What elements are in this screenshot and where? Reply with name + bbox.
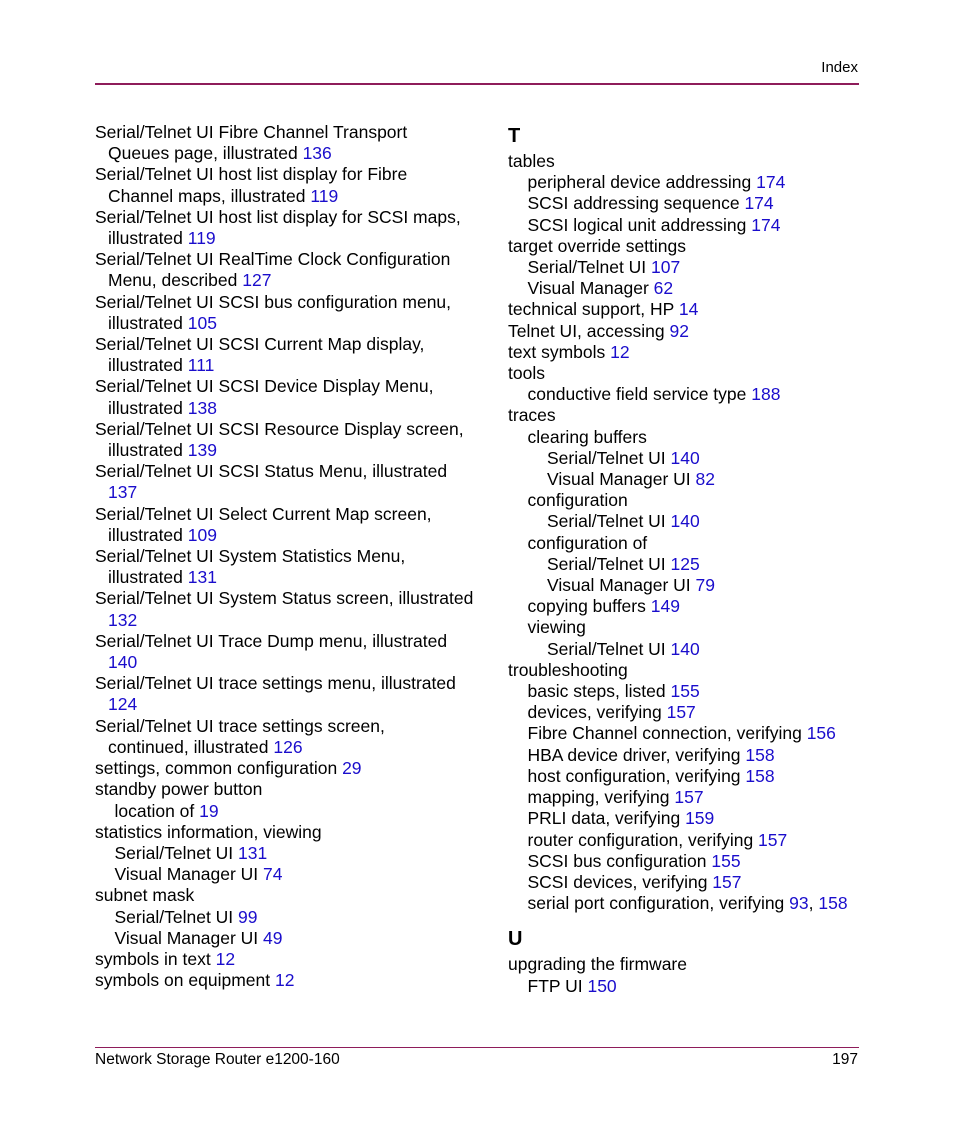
page-link[interactable]: 150	[587, 975, 617, 996]
page-link[interactable]: 138	[187, 397, 217, 418]
index-entry-text: Serial/Telnet UI System Status screen, illustrated	[95, 588, 474, 609]
index-entry-text: Serial/Telnet UI Fibre Channel Transport	[95, 122, 408, 142]
page-link[interactable]: 12	[274, 970, 295, 991]
index-entry-text: Visual Manager UI	[547, 575, 696, 596]
index-entry-text: Serial/Telnet UI	[547, 511, 671, 532]
index-entry-text: location of	[114, 800, 200, 821]
index-entry-text: illustrated	[108, 228, 188, 249]
index-entry-text: Serial/Telnet UI	[547, 553, 671, 574]
index-entry	[508, 172, 868, 193]
index-entry-text: copying buffers	[527, 596, 651, 617]
index-entry	[95, 376, 465, 397]
index-entry	[95, 461, 465, 482]
index-entry-text: illustrated	[108, 524, 188, 545]
index-entry-continuation	[95, 228, 465, 249]
index-entry-text: SCSI devices, verifying	[527, 871, 713, 892]
page-link[interactable]: 74	[263, 864, 283, 885]
page-link[interactable]: 111	[187, 355, 215, 376]
index-entry-text: configuration of	[527, 532, 648, 553]
index-entry	[508, 702, 868, 723]
index-entry	[95, 758, 465, 779]
index-entry-text: Serial/Telnet UI	[527, 257, 652, 278]
index-entry	[95, 843, 465, 864]
index-entry	[508, 299, 868, 320]
index-entry	[95, 949, 465, 970]
index-entry-continuation	[95, 652, 465, 673]
page-link[interactable]: 139	[187, 440, 217, 461]
footer-title: Network Storage Router e1200-160	[95, 1051, 340, 1068]
index-entry-text: Serial/Telnet UI host list display for Fibre	[95, 164, 408, 185]
page-link[interactable]: 140	[670, 447, 700, 468]
index-letter-heading: U	[508, 928, 523, 951]
index-entry-text: traces	[508, 405, 556, 426]
index-entry-continuation	[95, 737, 465, 758]
index-entry	[95, 292, 465, 313]
page-link[interactable]: 140	[670, 511, 700, 532]
index-entry-text: Telnet UI, accessing	[508, 320, 670, 341]
index-entry	[95, 249, 465, 270]
index-entry-text: Serial/Telnet UI	[547, 447, 671, 468]
index-entry	[95, 970, 465, 991]
page-link[interactable]: 174	[751, 214, 781, 235]
index-entry-text: Queues page, illustrated	[108, 143, 303, 164]
index-entry-text: FTP UI	[527, 975, 588, 996]
index-entry	[508, 554, 868, 575]
page-link[interactable]: 155	[670, 681, 700, 702]
index-entry-text: SCSI addressing sequence	[527, 193, 745, 214]
page-link[interactable]: 157	[758, 829, 788, 850]
index-entry-continuation	[95, 143, 465, 164]
index-entry-text: troubleshooting	[508, 659, 628, 680]
index-entry	[95, 588, 474, 609]
index-entry-text: PRLI data, verifying	[527, 808, 686, 829]
index-entry-text: continued, illustrated	[108, 736, 274, 757]
index-entry	[508, 575, 868, 596]
index-entry-text: serial port configuration, verifying	[527, 893, 790, 914]
page-link[interactable]: 137	[108, 482, 138, 503]
index-entry	[508, 893, 868, 914]
page-link[interactable]: 159	[685, 808, 715, 829]
index-entry-text: Serial/Telnet UI	[114, 906, 239, 927]
page-link[interactable]: 136	[302, 143, 332, 164]
page-link[interactable]: 126	[273, 736, 303, 757]
index-entry-text: illustrated	[108, 355, 188, 376]
index-entry-continuation	[95, 610, 465, 631]
page-separator: ,	[808, 893, 819, 914]
page-link[interactable]: 12	[215, 948, 236, 969]
index-entry	[508, 321, 868, 342]
index-entry	[508, 511, 868, 532]
index-entry-text: mapping, verifying	[527, 787, 675, 808]
index-entry-text: illustrated	[108, 567, 188, 588]
index-entry-text: standby power button	[95, 779, 263, 800]
index-entry	[95, 907, 465, 928]
index-entry-continuation	[95, 398, 465, 419]
index-entry-text: basic steps, listed	[527, 681, 671, 702]
index-entry-continuation	[95, 567, 465, 588]
index-entry	[508, 278, 868, 299]
index-entry-text: Visual Manager UI	[114, 864, 264, 885]
index-entry	[508, 151, 868, 172]
index-entry-text: illustrated	[108, 397, 188, 418]
index-entry-continuation	[95, 482, 465, 503]
index-entry	[508, 787, 868, 808]
index-entry	[95, 885, 465, 906]
index-entry-text: Serial/Telnet UI Trace Dump menu, illustrated	[95, 630, 448, 651]
page-link[interactable]: 174	[756, 172, 786, 193]
index-entry	[95, 207, 465, 228]
page-link[interactable]: 174	[744, 193, 774, 214]
index-entry	[508, 639, 868, 660]
index-entry	[508, 617, 868, 638]
index-entry-text: HBA device driver, verifying	[527, 744, 746, 765]
index-entry-text: Serial/Telnet UI	[547, 638, 671, 659]
index-entry-text: Serial/Telnet UI trace settings menu, illustrated	[95, 673, 456, 694]
index-entry-text: text symbols	[508, 341, 611, 362]
index-entry-text: Serial/Telnet UI SCSI Resource Display screen,	[95, 418, 464, 439]
page-link[interactable]: 99	[238, 906, 258, 927]
index-entry	[508, 469, 868, 490]
index-entry-text: configuration	[527, 490, 628, 511]
page-link[interactable]: 155	[711, 850, 741, 871]
page-link[interactable]: 62	[653, 278, 674, 299]
index-entry	[508, 236, 868, 257]
index-entry-text: SCSI bus configuration	[527, 850, 712, 871]
index-entry-text: illustrated	[108, 440, 188, 461]
index-entry-text: tables	[508, 151, 555, 171]
index-entry	[508, 808, 868, 829]
page-link[interactable]: 49	[263, 927, 283, 948]
page-link[interactable]: 156	[806, 723, 836, 744]
index-entry-text: symbols in text	[95, 948, 216, 969]
index-column-right	[508, 122, 868, 997]
index-entry	[508, 872, 868, 893]
index-entry	[508, 596, 868, 617]
index-entry-text: peripheral device addressing	[527, 172, 757, 193]
page-link[interactable]: 127	[242, 270, 272, 291]
index-entry	[95, 801, 465, 822]
index-entry	[508, 533, 868, 554]
index-column-left	[95, 122, 474, 991]
page-link[interactable]: 157	[674, 787, 704, 808]
index-entry	[508, 954, 868, 975]
footer-rule	[95, 1047, 859, 1048]
index-entry-text: Serial/Telnet UI trace settings screen,	[95, 715, 385, 736]
index-entry	[508, 342, 868, 363]
index-entry-continuation	[95, 694, 465, 715]
index-entry	[508, 215, 868, 236]
page-link[interactable]: 93	[789, 893, 809, 914]
index-entry-text: target override settings	[508, 235, 687, 256]
page-link[interactable]: 158	[745, 744, 775, 765]
index-entry	[95, 631, 465, 652]
page-link[interactable]: 149	[650, 596, 680, 617]
page-link[interactable]: 131	[187, 567, 217, 588]
index-entry-text: Visual Manager	[527, 278, 654, 299]
index-entry	[508, 976, 868, 997]
index-entry-text: symbols on equipment	[95, 970, 275, 991]
page-link[interactable]: 79	[695, 575, 715, 596]
page-link[interactable]: 124	[108, 694, 138, 715]
index-entry-text: conductive field service type	[527, 384, 752, 405]
index-entry-text: illustrated	[108, 312, 188, 333]
index-entry	[508, 427, 868, 448]
index-entry	[508, 851, 868, 872]
index-entry-text: technical support, HP	[508, 299, 679, 320]
index-entry-text: Serial/Telnet UI SCSI Device Display Menu,	[95, 376, 434, 397]
index-entry-text: Menu, described	[108, 270, 243, 291]
index-entry	[95, 822, 465, 843]
page-link[interactable]: 157	[666, 702, 696, 723]
page-link[interactable]: 157	[712, 871, 742, 892]
index-entry	[508, 193, 868, 214]
index-entry	[508, 405, 868, 426]
index-entry-text: Serial/Telnet UI	[114, 842, 239, 863]
page-link[interactable]: 109	[187, 524, 217, 545]
index-entry	[95, 122, 465, 143]
index-entry-text: clearing buffers	[527, 426, 647, 447]
index-entry-text: Serial/Telnet UI host list display for SCSI maps,	[95, 206, 461, 227]
index-entry	[508, 490, 868, 511]
index-entry	[95, 716, 465, 737]
page-link[interactable]: 119	[310, 185, 339, 206]
index-entry-text: Serial/Telnet UI SCSI Status Menu, illustrated	[95, 461, 448, 482]
index-entry	[508, 384, 868, 405]
index-entry	[95, 546, 465, 567]
index-entry	[508, 745, 868, 766]
index-entry-text: upgrading the firmware	[508, 954, 687, 975]
header-rule	[95, 83, 859, 85]
index-entry-text: Visual Manager UI	[547, 469, 696, 490]
header-section: Index	[821, 59, 858, 76]
index-entry-text: host configuration, verifying	[527, 765, 746, 786]
index-entry-continuation	[95, 440, 465, 461]
index-entry-continuation	[95, 525, 465, 546]
index-entry	[95, 504, 465, 525]
index-entry-continuation	[95, 270, 465, 291]
page-link[interactable]: 14	[678, 299, 699, 320]
page-link[interactable]: 105	[187, 312, 217, 333]
index-entry	[95, 779, 465, 800]
index-entry	[508, 723, 868, 744]
page-link[interactable]: 158	[745, 765, 775, 786]
index-entry-text: devices, verifying	[527, 702, 667, 723]
page-link[interactable]: 82	[695, 469, 715, 490]
page-link[interactable]: 125	[670, 553, 700, 574]
index-entry-text: subnet mask	[95, 885, 195, 906]
page-link[interactable]: 92	[669, 320, 689, 341]
footer-page-number: 197	[832, 1051, 858, 1068]
page-link[interactable]: 29	[342, 758, 362, 779]
index-entry-continuation	[95, 186, 465, 207]
index-entry-continuation	[95, 313, 465, 334]
index-entry-text: Serial/Telnet UI SCSI bus configuration menu,	[95, 291, 452, 312]
index-entry-text: settings, common configuration	[95, 758, 343, 779]
index-entry-text: Fibre Channel connection, verifying	[527, 723, 807, 744]
page-link[interactable]: 19	[199, 800, 219, 821]
index-entry-text: router configuration, verifying	[527, 829, 759, 850]
page-link[interactable]: 131	[238, 842, 268, 863]
page-link[interactable]: 140	[108, 652, 138, 673]
index-entry	[508, 681, 868, 702]
index-entry	[95, 928, 465, 949]
index-entry-text: Serial/Telnet UI System Statistics Menu,	[95, 546, 406, 567]
page-link[interactable]: 107	[651, 257, 681, 278]
index-entry-continuation	[95, 355, 465, 376]
index-entry-text: statistics information, viewing	[95, 821, 322, 842]
index-entry-text: Visual Manager UI	[114, 927, 264, 948]
index-entry	[95, 164, 465, 185]
page-link[interactable]: 132	[108, 609, 138, 630]
index-entry-text: SCSI logical unit addressing	[527, 214, 752, 235]
index-entry	[95, 864, 465, 885]
page-link[interactable]: 188	[751, 384, 781, 405]
index-letter-heading: T	[508, 125, 521, 147]
index-entry-text: Serial/Telnet UI SCSI Current Map display,	[95, 334, 425, 355]
index-entry-text: Serial/Telnet UI RealTime Clock Configuration	[95, 249, 451, 270]
index-entry-text: Channel maps, illustrated	[108, 185, 311, 206]
index-entry	[95, 419, 465, 440]
index-entry	[508, 448, 868, 469]
index-entry-text: tools	[508, 363, 545, 384]
index-entry-text: Serial/Telnet UI Select Current Map screen,	[95, 503, 432, 524]
page-link[interactable]: 12	[610, 341, 630, 362]
index-entry	[508, 660, 868, 681]
index-entry	[95, 673, 465, 694]
index-entry	[508, 766, 868, 787]
page-link[interactable]: 140	[670, 638, 700, 659]
page-link[interactable]: 119	[187, 228, 216, 249]
index-entry	[508, 830, 868, 851]
index-entry-text: viewing	[527, 617, 586, 638]
page-link[interactable]: 158	[818, 893, 848, 914]
index-entry	[508, 257, 868, 278]
index-entry	[95, 334, 465, 355]
index-entry	[508, 363, 868, 384]
